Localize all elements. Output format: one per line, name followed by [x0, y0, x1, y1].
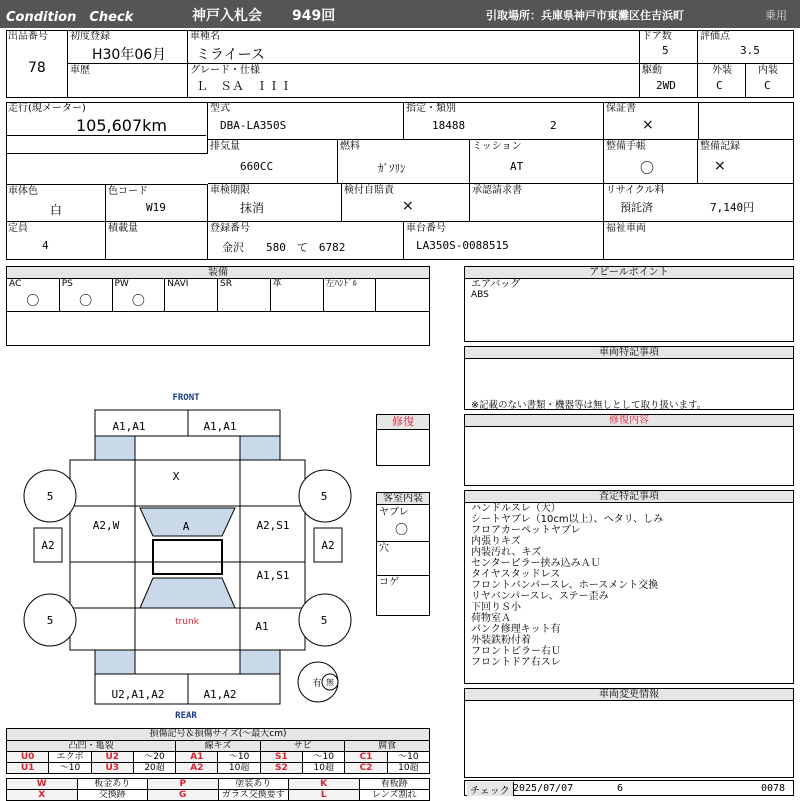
equipment-label: PW — [114, 279, 129, 289]
footer-bar — [464, 780, 794, 796]
inspection-line: フロントドア右スレ — [471, 657, 561, 668]
legend-cell: P — [148, 779, 219, 790]
appeal-line-2: ABS — [471, 290, 489, 300]
info-car-name: 車種名 ミライース — [188, 30, 640, 64]
change-title: 車両変更情報 — [465, 689, 793, 701]
equipment-title: 装備 — [7, 267, 429, 279]
inspection-line: 下回りＳ小 — [471, 602, 521, 613]
info-body-color: 車体色 白 — [6, 184, 106, 222]
equipment-item-5 — [271, 278, 324, 312]
interior-title: 客室内装 — [377, 493, 429, 505]
inspection-line: ハンドルスレ（大） — [471, 503, 561, 514]
info-interior: 内装 C — [758, 65, 778, 92]
legend-cell: ～10 — [49, 763, 91, 774]
legend-cell: ～10 — [218, 752, 260, 763]
legend-table — [6, 740, 430, 774]
equipment-label: 革 — [272, 279, 282, 289]
right-rear-door-damage: A1,S1 — [256, 569, 290, 582]
equipment-item-4 — [218, 278, 271, 312]
left-front-door-damage: A2,W — [92, 519, 120, 532]
info-chassis: 車台番号 LA350S-0088515 — [404, 222, 604, 260]
legend-cell: 10超 — [387, 763, 429, 774]
left-side-damage: A2 — [41, 539, 55, 552]
equipment-item-1 — [60, 278, 113, 312]
inspection-title: 査定特記事項 — [465, 491, 793, 503]
inspection-line: 内張りキズ — [471, 536, 521, 547]
info-exterior: 外装 C — [698, 64, 746, 98]
inspection-line: リヤバンパースレ、ステー歪み — [471, 591, 609, 602]
special-title: 車両特記事項 — [465, 347, 793, 359]
lot-value: 78 — [28, 60, 46, 76]
info-mission: ミッション AT — [470, 140, 604, 184]
legend-cell: G — [148, 790, 219, 801]
info-fuel: 燃料 ｶﾞｿﾘﾝ — [338, 140, 470, 184]
footer-code: 0078 — [761, 783, 786, 794]
legend-cell: X — [7, 790, 78, 801]
legend-table-2 — [6, 778, 430, 801]
info-warranty: 保証書 × — [604, 102, 794, 140]
interior-tear-mark: 〇 — [395, 523, 409, 538]
footer-date: 2025/07/07 — [513, 783, 574, 794]
equipment-item-2 — [113, 278, 166, 312]
info-welfare: 福祉車両 — [606, 223, 646, 234]
change-panel — [464, 688, 794, 778]
legend-cell: 10超 — [303, 763, 345, 774]
front-left-damage: A1,A1 — [112, 420, 146, 433]
legend-cell: 10超 — [218, 763, 260, 774]
info-rating: 評価点 3.5 — [698, 30, 794, 64]
header-pickup: 引取場所：兵庫県神戸市東灘区住吉浜町 — [486, 9, 684, 22]
inspection-panel — [464, 490, 794, 684]
info-doors: ドア数 5 — [640, 30, 698, 64]
tire-rear-right: 5 — [320, 614, 328, 627]
appeal-title: アピールポイント — [465, 267, 793, 279]
info-color-code: 色コード W19 — [106, 184, 208, 222]
legend-cell: 看板跡 — [359, 779, 430, 790]
header-title: Condition Check — [6, 10, 134, 25]
info-model: 型式 DBA-LA350S — [208, 102, 404, 140]
legend-cell: U0 — [7, 752, 49, 763]
equipment-value: 〇 — [26, 294, 40, 309]
header-bar — [0, 0, 800, 28]
spare-yes: 有 — [312, 679, 322, 689]
special-panel — [464, 346, 794, 410]
front-right-damage: A1,A1 — [203, 420, 237, 433]
windshield-damage: A — [182, 520, 190, 533]
equipment-panel — [6, 266, 430, 346]
legend-cell: 交換跡 — [77, 790, 148, 801]
legend-cell: K — [289, 779, 360, 790]
spare-no: 無 — [326, 678, 334, 687]
info-first-reg: 初度登録 H30年06月 — [68, 30, 188, 64]
rear-left-damage: U2,A1,A2 — [111, 688, 165, 701]
legend-header: 凸凹・亀裂 — [7, 741, 176, 752]
info-approval: 承認請求書 — [470, 184, 604, 222]
info-disp: 排気量 660CC — [208, 140, 338, 184]
equipment-label: PS — [61, 279, 73, 289]
legend-cell: W — [7, 779, 78, 790]
rear-right-damage: A1,A2 — [203, 688, 237, 701]
hood-damage: X — [172, 470, 180, 483]
legend-cell: ～20 — [133, 752, 175, 763]
interior-burn: コゲ — [379, 577, 399, 588]
inspection-line: フロアカーペットヤブレ — [471, 525, 581, 536]
appeal-line-1: エアバッグ — [471, 279, 521, 290]
header-lot-no: 949回 — [292, 8, 336, 24]
inspection-line: フロントピラー右Ｕ — [471, 646, 561, 657]
repair-detail-panel — [464, 414, 794, 486]
info-load: 積載量 — [106, 222, 208, 260]
repair-detail-title: 修復内容 — [465, 415, 793, 427]
equipment-label: 左ﾊﾝﾄﾞﾙ — [325, 279, 358, 289]
info-capacity: 定員 4 — [6, 222, 106, 260]
trunk-label: trunk — [175, 617, 199, 627]
legend-cell: 20超 — [133, 763, 175, 774]
legend-title: 損傷記号＆損傷サイズ(～最大cm) — [6, 728, 430, 740]
inspection-line: 外装鉄粉付着 — [471, 635, 531, 646]
inspection-line: センターピラー挟み込みＡＵ — [471, 558, 601, 569]
legend-cell: 板金あり — [77, 779, 148, 790]
inspection-line: 荷物室Ａ — [471, 613, 511, 624]
tire-front-right: 5 — [320, 490, 328, 503]
interior-tear: ヤブレ — [379, 507, 409, 518]
inspection-line: シートヤブレ（10cm以上）、ヘタリ、しみ — [471, 514, 664, 525]
legend-cell: S1 — [260, 752, 302, 763]
legend-cell: U3 — [91, 763, 133, 774]
equipment-item-3 — [165, 278, 218, 312]
repair-title: 修復 — [377, 415, 429, 430]
legend-cell: ～10 — [387, 752, 429, 763]
legend-header: 線キズ — [176, 741, 261, 752]
legend-cell: U1 — [7, 763, 49, 774]
legend-cell: U2 — [91, 752, 133, 763]
equipment-label: AC — [9, 279, 22, 289]
equipment-item-6 — [324, 278, 377, 312]
legend-cell: C2 — [345, 763, 387, 774]
info-lot: 出品番号 78 — [6, 30, 68, 98]
info-reg-no: 登録番号 金沢 580 て 6782 — [208, 222, 404, 260]
legend-cell: ～10 — [303, 752, 345, 763]
car-diagram — [0, 388, 376, 724]
info-insurance: 検付自賠責 × — [342, 184, 470, 222]
tire-front-left: 5 — [46, 490, 54, 503]
info-grade: グレード・仕様 Ｌ ＳＡ ＩＩＩ — [188, 64, 640, 98]
footer-check-label: チェック — [467, 782, 514, 796]
interior-panel — [376, 492, 430, 616]
legend-header: サビ — [260, 741, 345, 752]
legend-cell: ガラス交換要す — [218, 790, 289, 801]
equipment-label: SR — [220, 279, 232, 289]
appeal-panel — [464, 266, 794, 342]
footer-num: 6 — [617, 783, 624, 794]
legend-cell: A1 — [176, 752, 218, 763]
equipment-value: 〇 — [79, 294, 93, 309]
legend-cell: L — [289, 790, 360, 801]
right-side-damage: A2 — [321, 539, 335, 552]
info-maint-book: 整備手帳 〇 — [604, 140, 698, 184]
legend-cell: レンズ割れ — [359, 790, 430, 801]
rear-quarter-damage: A1 — [255, 620, 269, 633]
info-history: 車歴 — [68, 64, 188, 98]
info-drive: 駆動 2WD — [640, 64, 698, 98]
legend-header: 腐食 — [345, 741, 430, 752]
info-spec: 指定・類別 18488 2 — [404, 102, 604, 140]
info-maint-rec: 整備記録 × — [698, 140, 794, 184]
legend-cell: 塗装あり — [218, 779, 289, 790]
info-mileage: 走行(現メーター) 105,607km — [6, 102, 208, 154]
equipment-label: NAVI — [167, 279, 189, 289]
rear-label: REAR — [175, 711, 197, 721]
legend-cell: C1 — [345, 752, 387, 763]
legend-cell: A2 — [176, 763, 218, 774]
legend-panel — [6, 728, 430, 801]
repair-panel — [376, 414, 430, 466]
right-front-door-damage: A2,S1 — [256, 519, 290, 532]
info-inspect: 車検期限 抹消 — [208, 184, 342, 222]
equipment-value: 〇 — [131, 294, 145, 309]
inspection-line: パンク修理キット有 — [471, 624, 561, 635]
header-category: 乗用 — [765, 9, 787, 22]
tire-rear-left: 5 — [46, 614, 54, 627]
front-label: FRONT — [172, 393, 200, 403]
info-recycle: リサイクル料 預託済 7,140円 — [604, 184, 794, 222]
legend-cell: S2 — [260, 763, 302, 774]
equipment-item-0 — [7, 278, 60, 312]
inspection-line: タイヤスタッドレス — [471, 569, 561, 580]
special-note: ※記載のない書類・機器等は無しとして取り扱います。 — [471, 400, 707, 411]
header-auction: 神戸入札会 — [192, 8, 262, 24]
interior-hole: 穴 — [379, 543, 389, 554]
inspection-line: フロントバンパースレ、ホースメント交換 — [471, 580, 659, 591]
legend-cell: エクボ — [49, 752, 91, 763]
inspection-line: 内装汚れ、キズ — [471, 547, 542, 558]
